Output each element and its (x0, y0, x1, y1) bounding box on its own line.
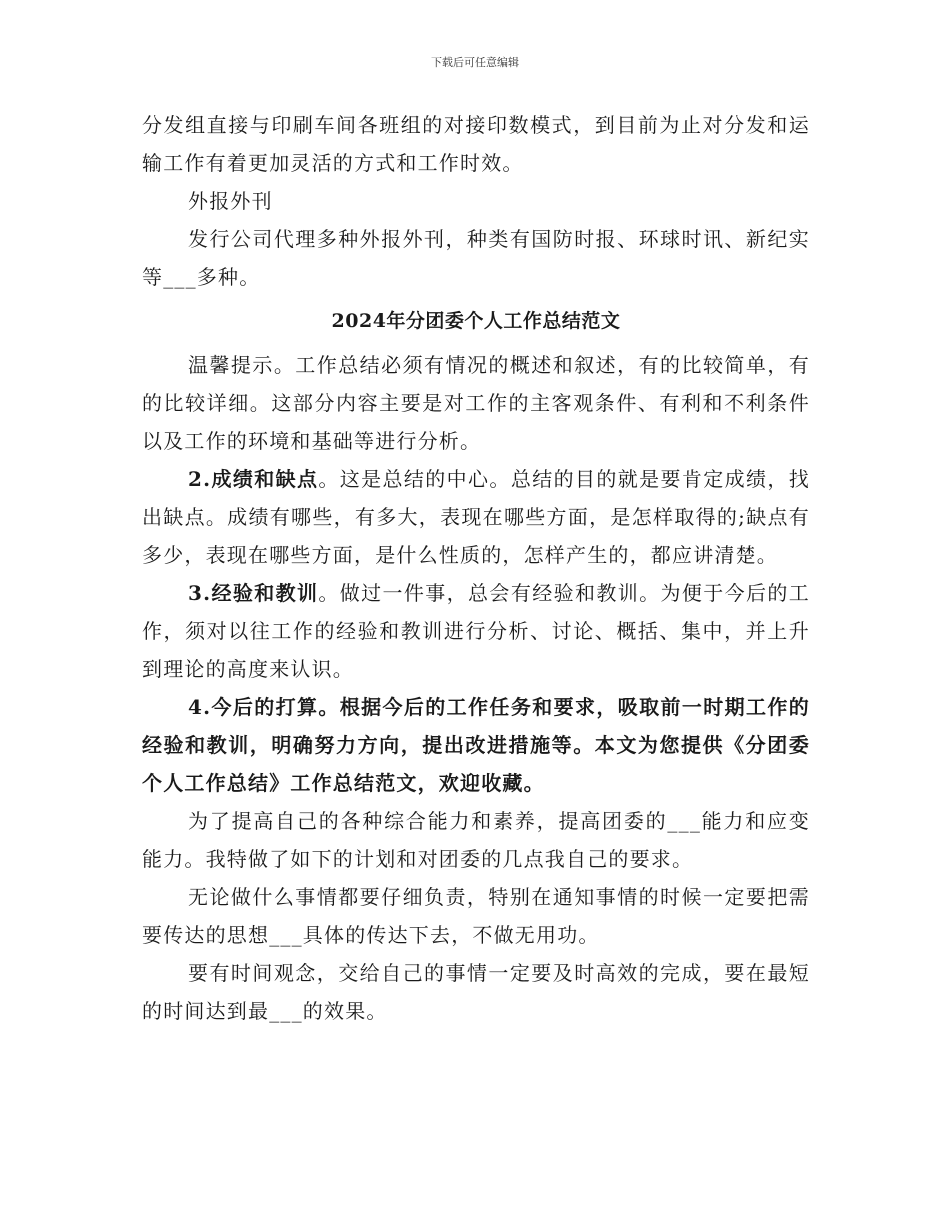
paragraph-responsibility: 无论做什么事情都要仔细负责，特别在通知事情的时候一定要把需要传达的思想___具体的传达下去，不做无用功。 (142, 885, 810, 947)
paragraph-distribution: 分发组直接与印刷车间各班组的对接印数模式，到目前为止对分发和运输工作有着更加灵活的方式和工作时效。 (142, 113, 810, 175)
paragraph-foreign-press: 发行公司代理多种外报外刊，种类有国防时报、环球时讯、新纪实等___多种。 (142, 227, 810, 289)
page-header: 下载后可任意编辑 (431, 56, 519, 69)
paragraph-tip: 温馨提示。工作总结必须有情况的概述和叙述，有的比较简单，有的比较详细。这部分内容主要是对工作的主客观条件、有利和不利条件以及工作的环境和基础等进行分析。 (142, 353, 810, 453)
paragraph-plans: 4.今后的打算。根据今后的工作任务和要求，吸取前一时期工作的经验和教训，明确努力方向，提出改进措施等。本文为您提供《分团委个人工作总结》工作总结范文，欢迎收藏。 (142, 695, 810, 795)
paragraph-lessons-heading: 3.经验和教训 (188, 581, 319, 605)
paragraph-achievements-heading: 2.成绩和缺点 (188, 467, 319, 491)
paragraph-lessons (142, 574, 810, 688)
paragraph-foreign-press-heading: 外报外刊 (188, 189, 273, 213)
paragraph-lessons-text: 。做过一件事，总会有经验和教训。为便于今后的工作，须对以往工作的经验和教训进行分析、讨论、概括、集中，并上升到理论的高度来认识。 (142, 581, 810, 681)
paragraph-achievements (142, 460, 810, 574)
paragraph-achievements-text: 。这是总结的中心。总结的目的就是要肯定成绩，找出缺点。成绩有哪些，有多大，表现在哪些方面，是怎样取得的;缺点有多少，表现在哪些方面，是什么性质的，怎样产生的，都应讲清楚。 (142, 467, 810, 567)
paragraph-ability: 为了提高自己的各种综合能力和素养，提高团委的___能力和应变能力。我特做了如下的计划和对团委的几点我自己的要求。 (142, 809, 810, 871)
document-body (142, 106, 810, 1030)
document-title: 2024年分团委个人工作总结范文 (331, 310, 621, 332)
paragraph-time: 要有时间观念，交给自己的事情一定要及时高效的完成，要在最短的时间达到最___的效果。 (142, 961, 810, 1023)
